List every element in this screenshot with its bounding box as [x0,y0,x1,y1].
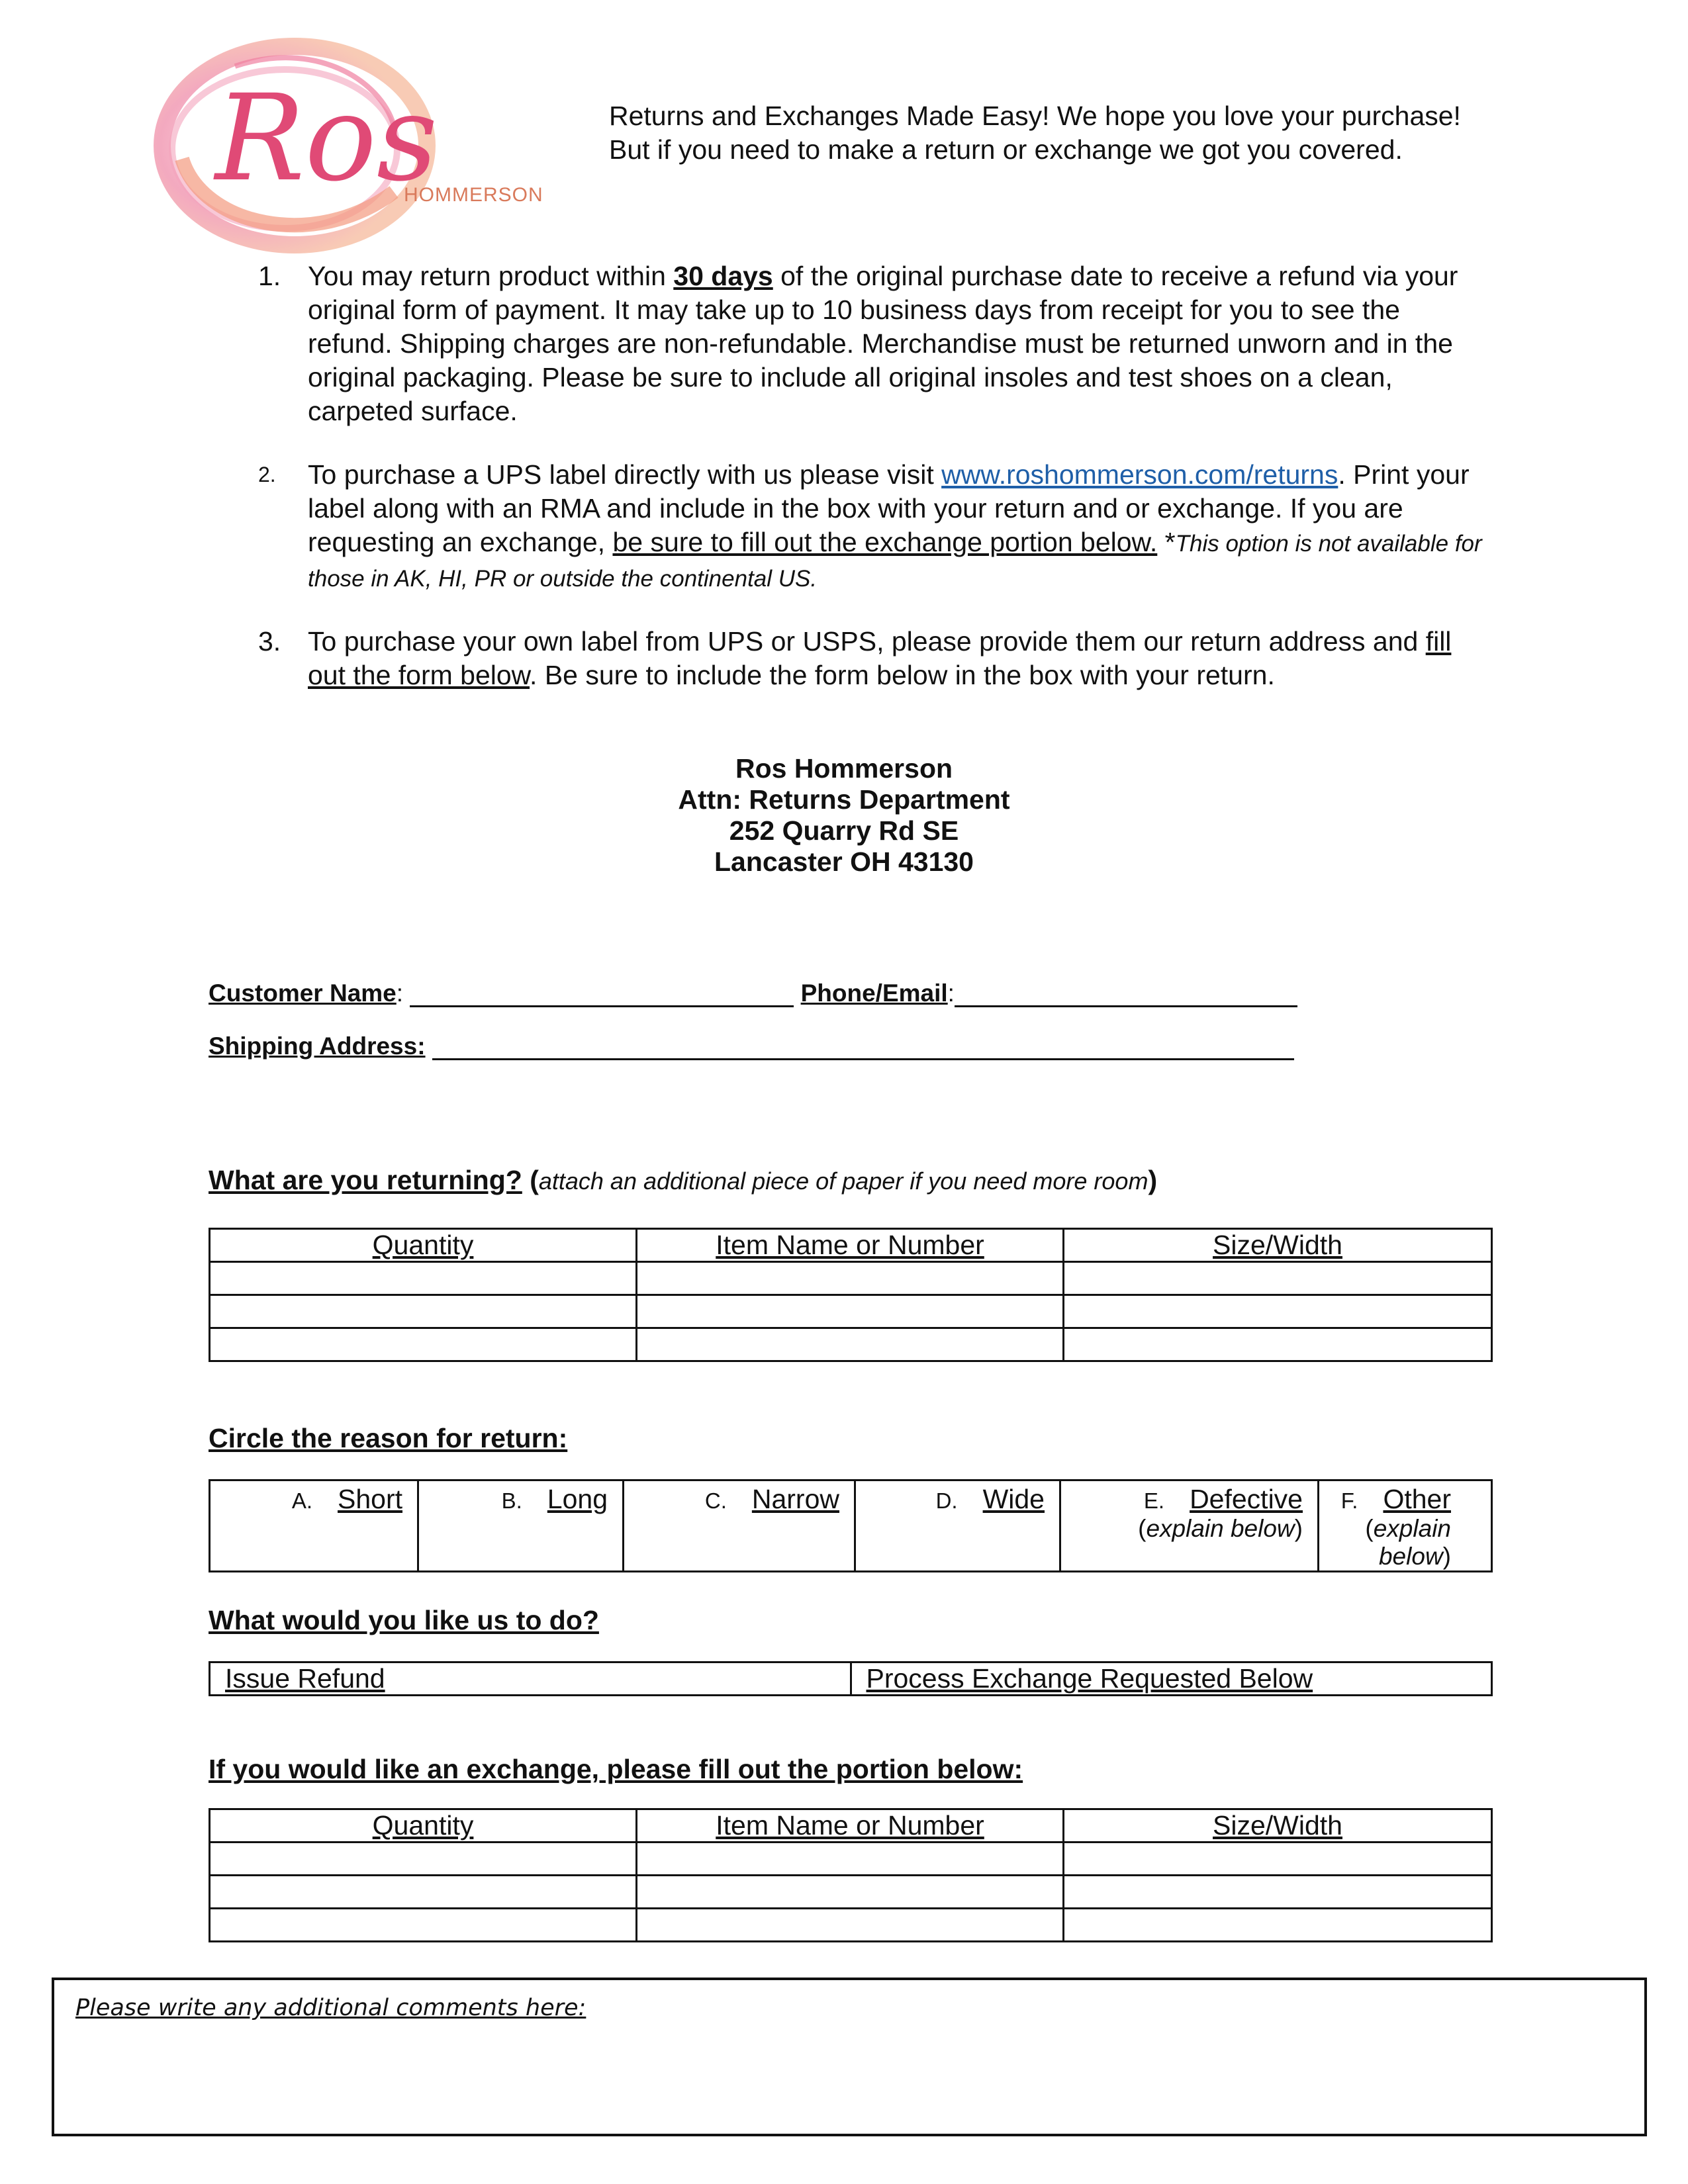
customer-name-field[interactable] [410,983,794,1007]
exchange-cell[interactable] [210,1876,637,1909]
table-row [210,1909,1492,1942]
reason-label: Narrow [751,1484,839,1514]
rule-2-star: * [1157,527,1176,557]
exchange-col-item: Item Name or Number [637,1809,1064,1843]
returning-cell[interactable] [210,1328,637,1361]
reason-sub-open: ( [1138,1515,1147,1542]
reason-option-long[interactable] [418,1480,624,1572]
reason-option-wide[interactable] [855,1480,1060,1572]
returning-cell[interactable] [1064,1295,1492,1328]
returning-cell[interactable] [637,1262,1064,1295]
address-line-2: Attn: Returns Department [678,784,1010,815]
brand-logo [142,26,573,261]
rule-2 [245,458,1489,625]
exchange-cell[interactable] [1064,1876,1492,1909]
exchange-table [209,1808,1493,1942]
address-line-3: 252 Quarry Rd SE [729,815,959,846]
logo-sub-text: HOMMERSON [404,184,543,206]
phone-email-colon: : [947,979,955,1007]
reason-letter: F. [1340,1488,1358,1513]
exchange-col-size: Size/Width [1064,1809,1492,1843]
rule-2-underlined: be sure to fill out the exchange portion below. [612,527,1158,557]
reason-sub-text: explain below [1146,1515,1295,1542]
returns-link[interactable]: www.roshommerson.com/returns [941,459,1338,490]
returning-cell[interactable] [210,1295,637,1328]
process-exchange-option[interactable]: Process Exchange Requested Below [851,1662,1492,1696]
reason-label: Short [338,1484,402,1514]
exchange-cell[interactable] [637,1843,1064,1876]
rule-3-underlined: fill out the form below [308,626,1452,690]
returning-cell[interactable] [637,1328,1064,1361]
reason-letter: C. [704,1488,727,1513]
reason-sub-close: ) [1442,1543,1451,1570]
shipping-address-field[interactable] [432,1036,1294,1060]
table-row [210,1843,1492,1876]
customer-row [209,979,1297,1007]
address-line-1: Ros Hommerson [735,753,953,784]
rule-1-number: 1. [258,261,281,291]
reason-letter: B. [501,1488,522,1513]
reason-sub [1319,1515,1451,1570]
reason-option-short[interactable] [210,1480,418,1572]
returning-cell[interactable] [1064,1262,1492,1295]
exchange-heading: If you would like an exchange, please fill out the portion below: [209,1754,1023,1784]
reason-heading: Circle the reason for return: [209,1423,568,1453]
table-row [210,1328,1492,1361]
rule-1-days: 30 days [673,261,773,291]
comments-box[interactable] [52,1978,1647,2136]
reason-sub-open: ( [1365,1515,1374,1542]
customer-name-label: Customer Name [209,979,397,1007]
reason-sub [1061,1515,1303,1543]
rule-1 [245,259,1489,458]
exchange-cell[interactable] [210,1843,637,1876]
reason-label: Long [547,1484,608,1514]
reason-letter: E. [1143,1488,1165,1513]
returning-cell[interactable] [1064,1328,1492,1361]
returning-heading: What are you returning? [209,1165,522,1195]
reason-option-other[interactable] [1319,1480,1492,1572]
returning-note: attach an additional piece of paper if you need more room [538,1167,1149,1195]
returning-col-size: Size/Width [1064,1229,1492,1262]
customer-name-colon: : [396,979,404,1007]
address-line-4: Lancaster OH 43130 [714,846,974,877]
rule-2-number: 2. [258,463,276,486]
return-rules-list [245,259,1489,692]
rule-2-text-b: . Print your label along with an RMA and include in the box with your return and or exchange. If you are requesting an exchange, [308,459,1470,557]
table-row [210,1295,1492,1328]
reason-option-narrow[interactable] [624,1480,855,1572]
reason-label: Wide [982,1484,1045,1514]
action-heading: What would you like us to do? [209,1605,599,1635]
comments-label: Please write any additional comments here: [75,1995,586,2021]
rule-2-text-a: To purchase a UPS label directly with us please visit [308,459,942,490]
return-address [0,753,1688,878]
shipping-address-label: Shipping Address: [209,1032,426,1060]
logo-script-text: Ros [215,69,438,208]
reason-option-defective[interactable] [1060,1480,1319,1572]
returning-cell[interactable] [210,1262,637,1295]
returning-paren-close: ) [1148,1165,1158,1195]
reason-table [209,1479,1493,1572]
reason-sub-close: ) [1294,1515,1303,1542]
exchange-cell[interactable] [1064,1843,1492,1876]
table-row [210,1876,1492,1909]
phone-email-label: Phone/Email [800,979,948,1007]
returning-col-item: Item Name or Number [637,1229,1064,1262]
returning-table [209,1228,1493,1362]
returning-col-quantity: Quantity [210,1229,637,1262]
rule-2-note: This option is not available for those in AK, HI, PR or outside the continental US. [308,531,1482,592]
shipping-row [209,1032,1294,1060]
rule-3 [245,625,1489,692]
reason-letter: A. [291,1488,312,1513]
reason-label: Other [1383,1484,1451,1514]
returning-paren-open: ( [522,1165,539,1195]
reason-letter: D. [935,1488,958,1513]
issue-refund-option[interactable]: Issue Refund [210,1662,851,1696]
exchange-col-quantity: Quantity [210,1809,637,1843]
returning-cell[interactable] [637,1295,1064,1328]
reason-sub-text: explain below [1373,1515,1451,1570]
returning-heading-row [209,1165,1157,1196]
rule-1-text-a: You may return product within [308,261,674,291]
rule-3-text-a: To purchase your own label from UPS or USPS, please provide them our return address and [308,626,1426,657]
exchange-cell[interactable] [210,1909,637,1942]
table-row [210,1262,1492,1295]
rule-3-text-b: . Be sure to include the form below in the box with your return. [530,660,1275,690]
exchange-cell[interactable] [637,1909,1064,1942]
exchange-cell[interactable] [1064,1909,1492,1942]
exchange-cell[interactable] [637,1876,1064,1909]
reason-label: Defective [1190,1484,1303,1514]
intro-text: Returns and Exchanges Made Easy! We hope you love your purchase! But if you need to make a return or exchange we got you covered. [609,101,1461,165]
rule-1-text-b: of the original purchase date to receive a refund via your original form of payment. It may take up to 10 business days from receipt for you to see the refund. Shipping charges are non-refundable. Merchandise must be returned unworn and in the original packaging. Please be sure to include all original insoles and test shoes on a clean, carpeted surface. [308,261,1458,426]
action-table [209,1661,1493,1696]
rule-3-number: 3. [258,626,281,657]
phone-email-field[interactable] [955,983,1297,1007]
